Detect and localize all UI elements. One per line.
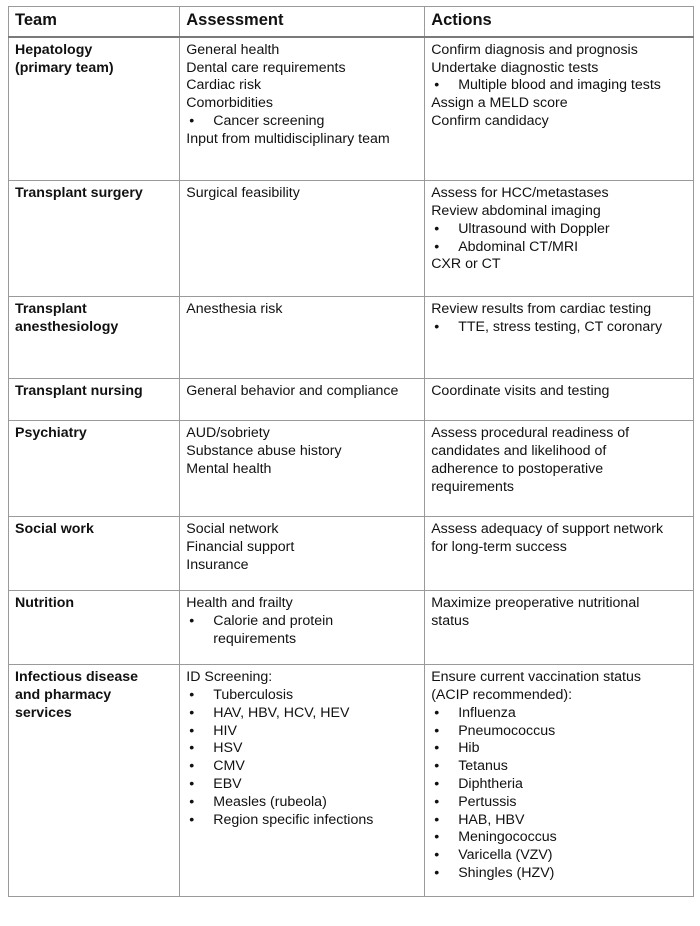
assessment-cell [180,421,425,517]
actions-text-line: CXR or CT [431,256,501,273]
assessment-text-line: Cardiac risk [186,77,262,94]
table-row [9,37,694,181]
team-name-line: anesthesiology [15,319,119,336]
assessment-text-line: Mental health [186,460,272,477]
actions-cell [425,297,694,379]
actions-bullet-item: • Shingles (HZV) [431,865,687,883]
header-row [9,7,694,37]
table-row [9,421,694,517]
team-cell [9,421,180,517]
actions-bullet-item: • Multiple blood and imaging tests [431,77,687,95]
team-name-line: Hepatology [15,41,93,58]
actions-bullet-item: • Pertussis [431,794,687,812]
actions-cell [425,665,694,897]
assessment-text-line: Comorbidities [186,95,273,112]
team-name-line: Transplant nursing [15,383,143,400]
assessment-bullet-item: • HAV, HBV, HCV, HEV [186,705,418,723]
assessment-text-line: Social network [186,521,279,538]
actions-bullet-item: • Ultrasound with Doppler [431,221,687,239]
team-cell [9,37,180,181]
assessment-bullet-item: • Measles (rubeola) [186,794,418,812]
actions-bullet-item: • TTE, stress testing, CT coronary [431,319,687,337]
table-row [9,517,694,591]
actions-bullet-item: • Varicella (VZV) [431,847,687,865]
team-name-line: Transplant [15,301,87,318]
assessment-cell [180,517,425,591]
assessment-bullet-item: • Region specific infections [186,812,418,830]
actions-text-line: Assess procedural readiness of [431,425,630,442]
header-actions: Actions [425,7,694,37]
actions-cell [425,421,694,517]
actions-bullet-item: • Abdominal CT/MRI [431,239,687,257]
table-row [9,591,694,665]
assessment-text-line: Input from multidisciplinary team [186,130,390,147]
assessment-text-line: Insurance [186,556,249,573]
actions-bullet-item: • HAB, HBV [431,812,687,830]
actions-text-line: Maximize preoperative nutritional [431,595,640,612]
actions-cell [425,37,694,181]
team-cell [9,297,180,379]
header-team: Team [9,7,180,37]
assessment-bullet-item: • Calorie and protein requirements [186,613,418,649]
assessment-bullet-item: • Tuberculosis [186,687,418,705]
table-row [9,665,694,897]
team-cell [9,591,180,665]
assessment-text-line: Dental care requirements [186,59,346,76]
assessment-bullet-item: • Cancer screening [186,113,418,131]
actions-bullet-item: • Diphtheria [431,776,687,794]
actions-text-line: for long-term success [431,539,567,556]
actions-text-line: Assign a MELD score [431,95,568,112]
assessment-text-line: Anesthesia risk [186,301,283,318]
actions-text-line: candidates and likelihood of [431,443,607,460]
actions-bullet-item: • Tetanus [431,758,687,776]
actions-cell [425,517,694,591]
actions-cell [425,379,694,421]
assessment-text-line: General behavior and compliance [186,383,399,400]
team-name-line: Nutrition [15,595,75,612]
team-cell [9,665,180,897]
team-name-line: Transplant surgery [15,185,143,202]
actions-text-line: adherence to postoperative [431,460,604,477]
assessment-text-line: AUD/sobriety [186,425,270,442]
team-name-line: and pharmacy [15,687,112,704]
assessment-cell [180,181,425,297]
actions-text-line: status [431,613,470,630]
assessment-text-line: General health [186,41,280,58]
assessment-cell [180,379,425,421]
table-row [9,379,694,421]
actions-text-line: Ensure current vaccination status [431,669,641,686]
table-row [9,181,694,297]
actions-text-line: Confirm diagnosis and prognosis [431,41,638,58]
actions-text-line: Coordinate visits and testing [431,383,610,400]
assessment-bullet-item: • HIV [186,723,418,741]
assessment-bullet-item: • HSV [186,740,418,758]
assessment-text-line: Financial support [186,539,295,556]
assessment-text-line: Health and frailty [186,595,293,612]
actions-text-line: Undertake diagnostic tests [431,59,599,76]
table-row [9,297,694,379]
team-name-line: Psychiatry [15,425,87,442]
actions-text-line: Review results from cardiac testing [431,301,652,318]
team-cell [9,181,180,297]
assessment-text-line: Substance abuse history [186,443,342,460]
team-name-line: Infectious disease [15,669,139,686]
actions-text-line: Confirm candidacy [431,112,549,129]
assessment-cell [180,37,425,181]
actions-bullet-item: • Pneumococcus [431,723,687,741]
assessment-bullet-item: • CMV [186,758,418,776]
actions-text-line: requirements [431,478,514,495]
actions-text-line: Review abdominal imaging [431,203,601,220]
assessment-bullet-item: • EBV [186,776,418,794]
team-cell [9,517,180,591]
team-name-line: (primary team) [15,59,114,76]
actions-bullet-item: • Hib [431,740,687,758]
actions-text-line: Assess for HCC/metastases [431,185,609,202]
team-name-line: services [15,704,72,721]
actions-text-line: Assess adequacy of support network [431,521,664,538]
actions-cell [425,591,694,665]
actions-cell [425,181,694,297]
assessment-cell [180,591,425,665]
assessment-cell [180,297,425,379]
actions-bullet-item: • Meningococcus [431,829,687,847]
team-name-line: Social work [15,521,94,538]
assessment-text-line: Surgical feasibility [186,185,300,202]
actions-text-line: (ACIP recommended): [431,687,573,704]
header-assessment: Assessment [180,7,425,37]
team-cell [9,379,180,421]
assessment-text-line: ID Screening: [186,669,273,686]
actions-bullet-item: • Influenza [431,705,687,723]
transplant-evaluation-table [8,6,694,897]
assessment-cell [180,665,425,897]
table-body [9,37,694,897]
